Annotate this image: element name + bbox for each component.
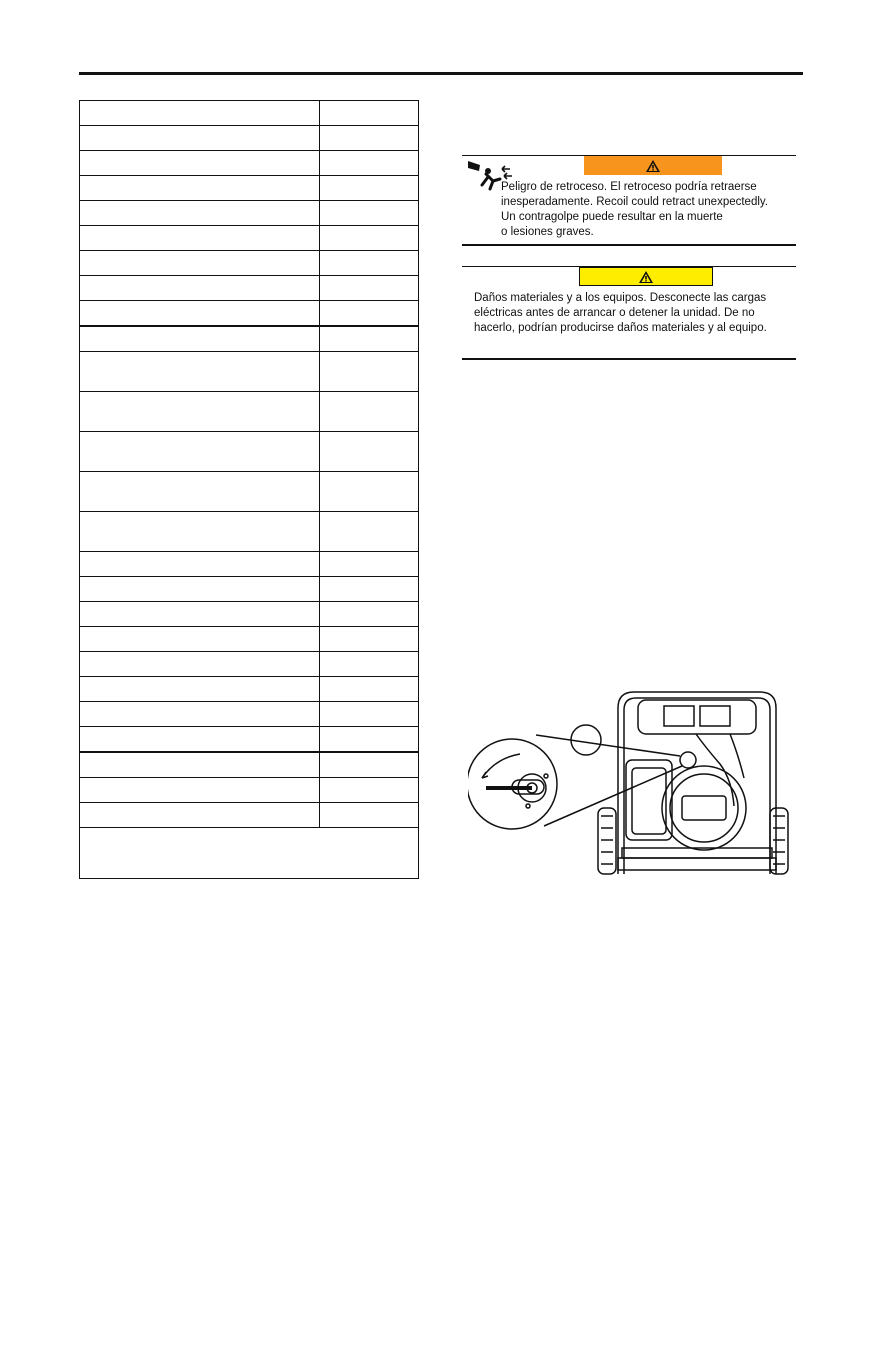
table-cell-value — [320, 301, 418, 325]
table-cell-value — [320, 552, 418, 576]
table-row — [80, 251, 418, 276]
table-cell-label — [80, 627, 320, 651]
header-rule — [79, 72, 803, 75]
warning-line: o lesiones graves. — [501, 226, 594, 238]
alert-triangle-icon — [645, 159, 661, 173]
caution-bottom-rule — [462, 358, 796, 360]
caution-line: Daños materiales y a los equipos. Desconecte las cargas — [474, 292, 767, 304]
table-cell-label — [80, 803, 320, 827]
warning-line: inesperadamente. Recoil could retract unexpectedly. — [501, 196, 768, 208]
table-cell-label — [80, 652, 320, 676]
caution-text — [474, 291, 767, 336]
table-cell-label — [80, 176, 320, 200]
generator-figure — [468, 688, 798, 880]
table-cell-label — [80, 753, 320, 777]
table-cell-label — [80, 327, 320, 351]
table-row — [80, 392, 418, 432]
table-cell-label — [80, 392, 320, 431]
table-cell-value — [320, 126, 418, 150]
table-row — [80, 176, 418, 201]
table-row — [80, 226, 418, 251]
table-row — [80, 552, 418, 577]
warning-badge — [584, 156, 722, 175]
table-cell-value — [320, 176, 418, 200]
table-cell-value — [320, 753, 418, 777]
table-row — [80, 512, 418, 552]
table-cell-label — [80, 276, 320, 300]
table-cell-label — [80, 727, 320, 751]
table-cell-label — [80, 512, 320, 551]
table-cell-value — [320, 702, 418, 726]
table-note — [80, 828, 418, 878]
table-cell-label — [80, 472, 320, 511]
table-row — [80, 472, 418, 512]
table-row — [80, 753, 418, 778]
recoil-warning — [462, 155, 796, 247]
table-cell-value — [320, 392, 418, 431]
table-row — [80, 327, 418, 352]
table-cell-value — [320, 472, 418, 511]
table-cell-value — [320, 226, 418, 250]
generator-illustration — [468, 688, 798, 880]
table-row — [80, 803, 418, 828]
table-cell-label — [80, 126, 320, 150]
table-cell-value — [320, 251, 418, 275]
table-cell-label — [80, 432, 320, 471]
caution-line: eléctricas antes de arrancar o detener la unidad. De no — [474, 307, 755, 319]
table-row — [80, 652, 418, 677]
table-cell-value — [320, 727, 418, 751]
caution-line: hacerlo, podrían producirse daños materiales y al equipo. — [474, 322, 767, 334]
warning-line: Peligro de retroceso. El retroceso podría retraerse — [501, 181, 757, 193]
table-cell-value — [320, 101, 418, 125]
table-row — [80, 778, 418, 803]
table-row — [80, 702, 418, 727]
table-row — [80, 151, 418, 176]
table-cell-label — [80, 577, 320, 601]
table-cell-value — [320, 627, 418, 651]
spec-table — [79, 100, 419, 879]
table-cell-value — [320, 512, 418, 551]
table-cell-value — [320, 602, 418, 626]
table-cell-value — [320, 276, 418, 300]
table-cell-label — [80, 552, 320, 576]
table-cell-value — [320, 803, 418, 827]
table-cell-label — [80, 251, 320, 275]
table-row — [80, 432, 418, 472]
table-cell-label — [80, 677, 320, 701]
caution-badge — [579, 267, 713, 286]
table-cell-value — [320, 778, 418, 802]
table-row — [80, 276, 418, 301]
alert-triangle-icon — [638, 270, 654, 284]
table-cell-label — [80, 702, 320, 726]
table-cell-value — [320, 577, 418, 601]
table-row — [80, 627, 418, 652]
table-cell-label — [80, 602, 320, 626]
table-cell-label — [80, 301, 320, 325]
table-cell-value — [320, 677, 418, 701]
table-row — [80, 126, 418, 151]
table-cell-value — [320, 327, 418, 351]
table-cell-label — [80, 778, 320, 802]
table-cell-label — [80, 352, 320, 391]
table-cell-value — [320, 432, 418, 471]
table-cell-label — [80, 151, 320, 175]
table-cell-value — [320, 352, 418, 391]
recoil-warning-text — [501, 180, 768, 240]
table-row — [80, 727, 418, 753]
equipment-caution — [462, 266, 796, 361]
table-row — [80, 352, 418, 392]
warning-line: Un contragolpe puede resultar en la muerte — [501, 211, 723, 223]
table-cell-value — [320, 652, 418, 676]
table-cell-label — [80, 201, 320, 225]
table-row — [80, 677, 418, 702]
table-cell-value — [320, 201, 418, 225]
table-row — [80, 301, 418, 327]
warning-bottom-rule — [462, 244, 796, 246]
table-row — [80, 101, 418, 126]
table-row — [80, 201, 418, 226]
table-row — [80, 577, 418, 602]
table-cell-label — [80, 101, 320, 125]
table-cell-value — [320, 151, 418, 175]
table-cell-label — [80, 226, 320, 250]
table-row — [80, 602, 418, 627]
